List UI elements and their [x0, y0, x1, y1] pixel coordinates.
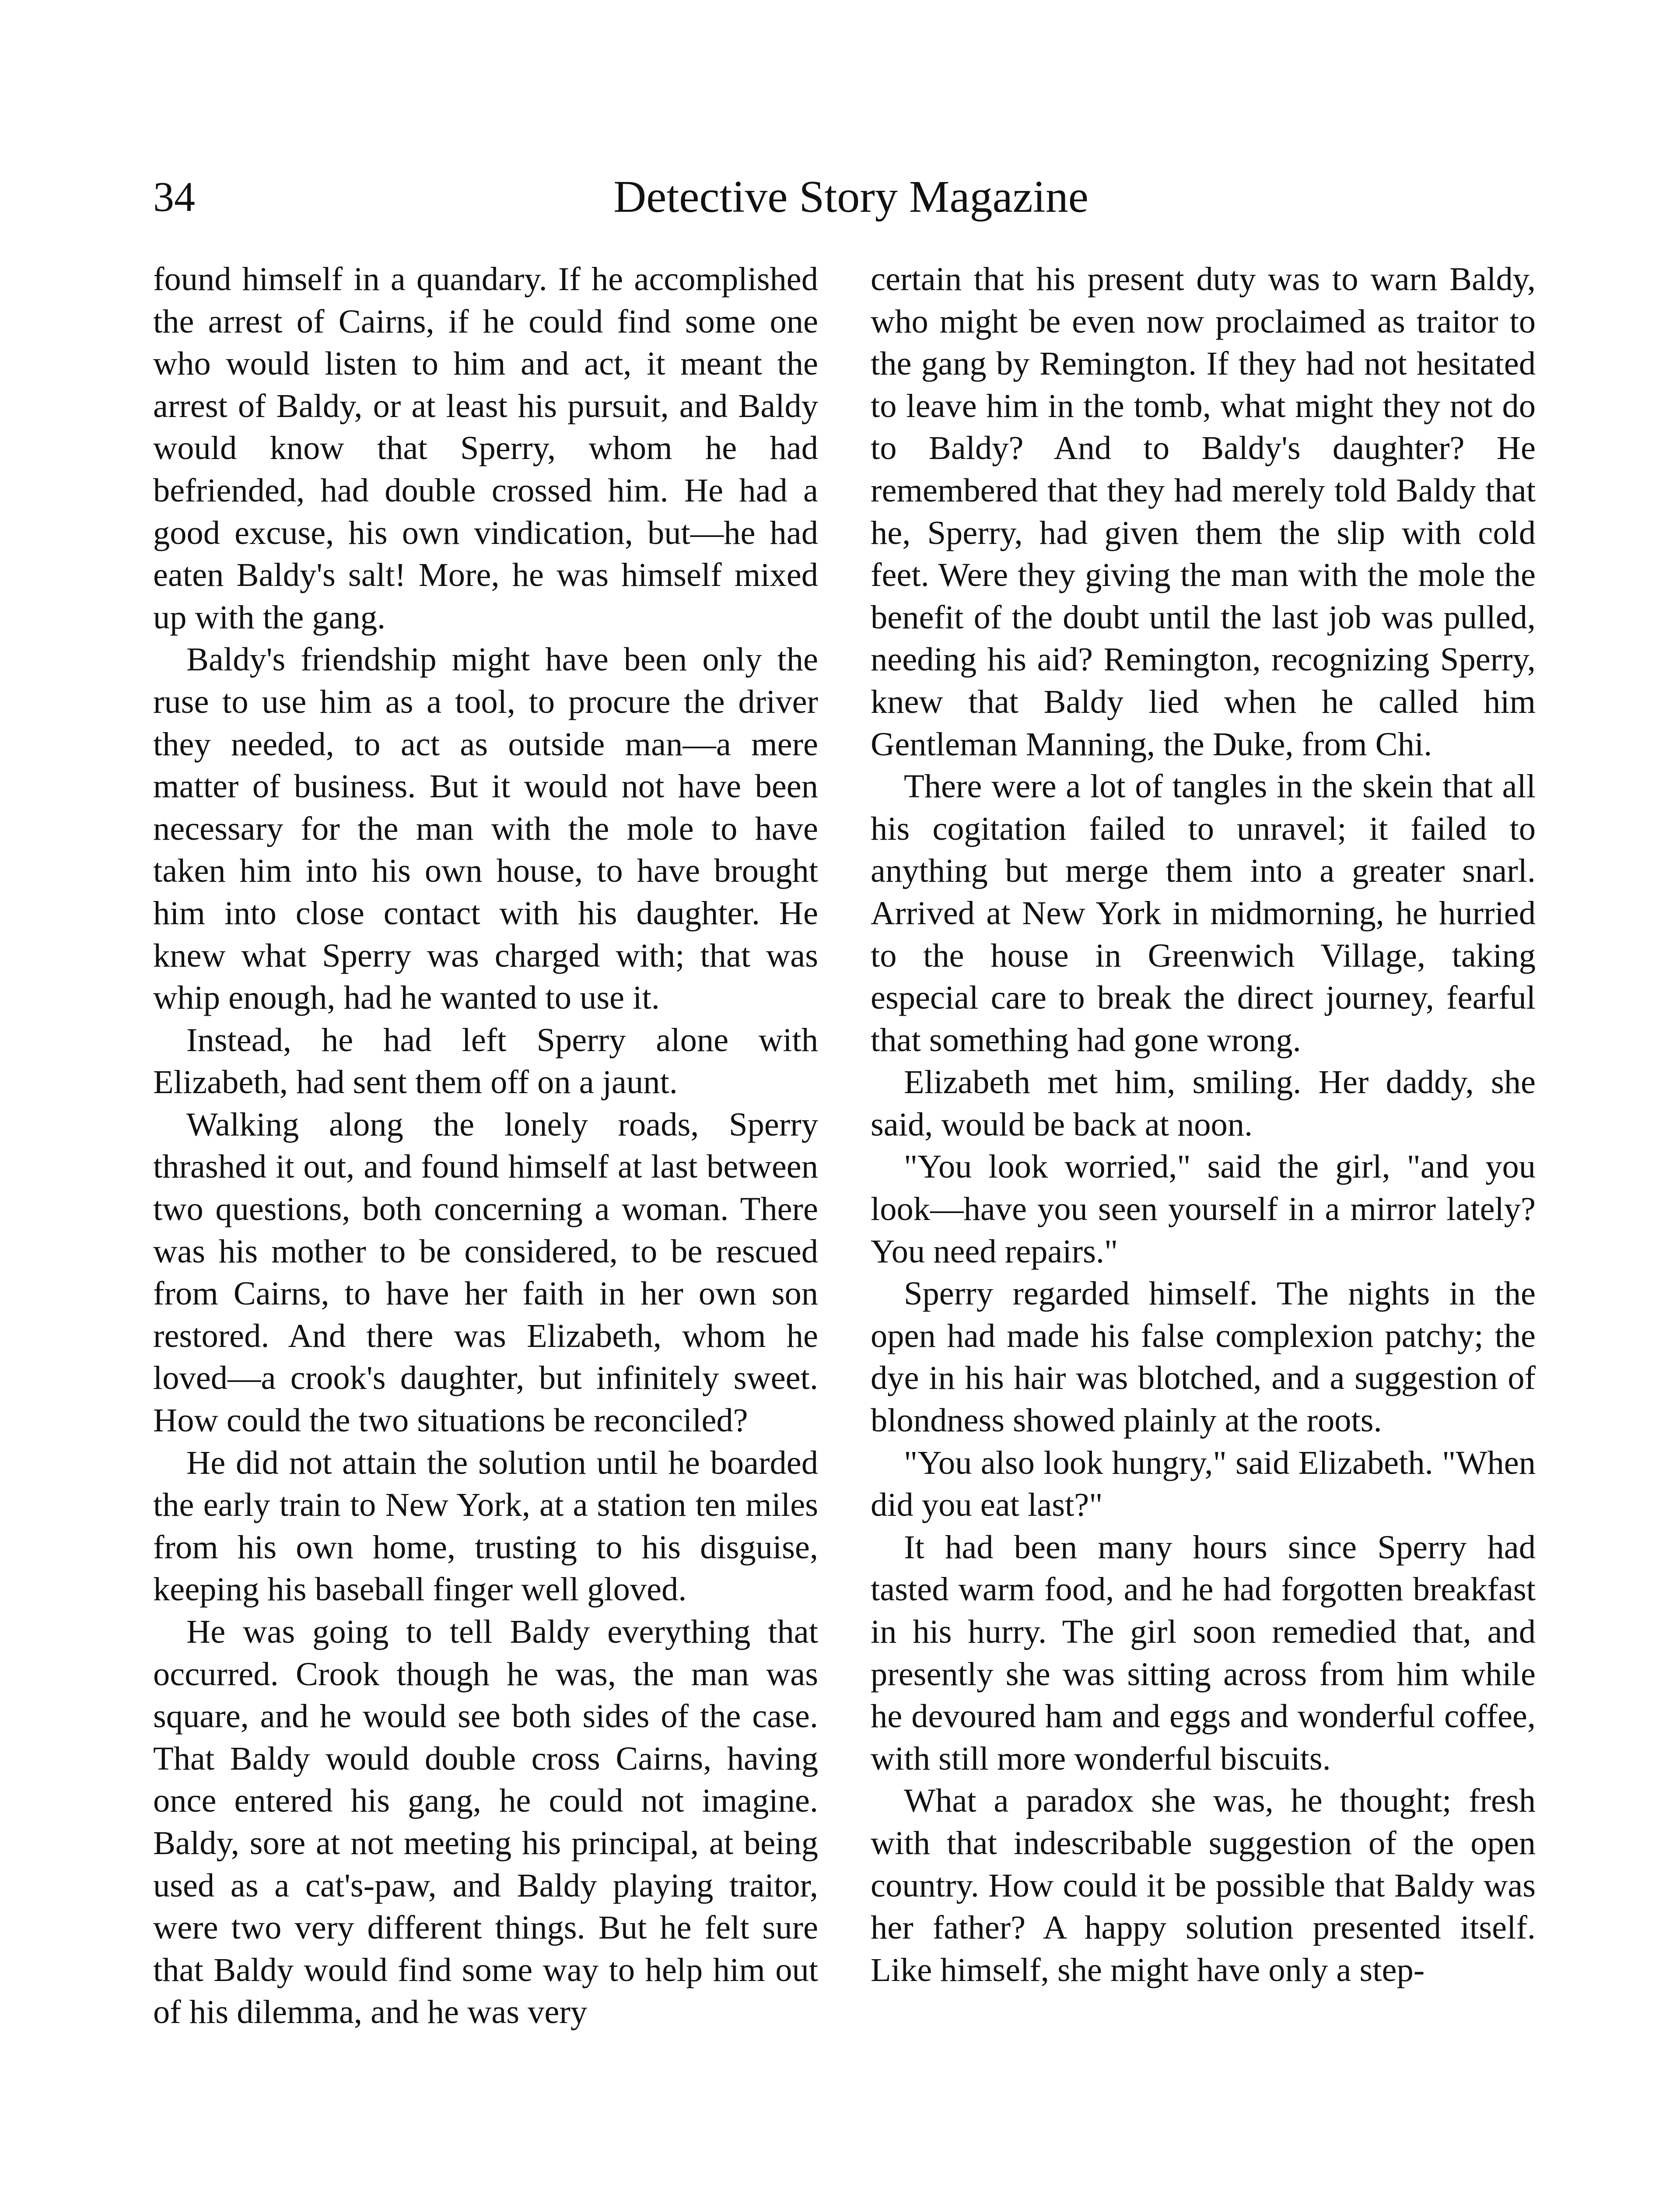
- paragraph: He was going to tell Baldy everything that occurred. Crook though he was, the man was square, and he would see both sides of the case. That Baldy would double cross Cairns, having once entered his gang, he could not imagine. Baldy, sore at not meeting his principal, at being used as a cat's-paw, and Baldy playing traitor, were two very different things. But he felt sure that Baldy would find some way to help him out of his dilemma, and he was very: [153, 1613, 818, 2031]
- paragraph: Instead, he had left Sperry alone with Elizabeth, had sent them off on a jaunt.: [153, 1021, 818, 1101]
- page-header: [153, 166, 1549, 228]
- paragraph: There were a lot of tangles in the skein that all his cogitation failed to unravel; it failed to anything but merge them into a greater snarl. Arrived at New York in midmorning, he hurried to the house in Greenwich Village, taking especial care to break the direct journey, fearful that something had gone wrong.: [871, 768, 1536, 1059]
- paragraph: "You look worried," said the girl, "and you look—have you seen yourself in a mirror lately? You need repairs.": [871, 1148, 1536, 1270]
- paragraph: He did not attain the solution until he boarded the early train to New York, at a station ten miles from his own home, trusting to his disguise, keeping his baseball finger well gloved.: [153, 1444, 818, 1608]
- paragraph: What a paradox she was, he thought; fresh with that indescribable suggestion of the open country. How could it be possible that Baldy was her father? A happy solution presented itself. Like himself, she might have only a step-: [871, 1782, 1536, 1988]
- paragraph: Walking along the lonely roads, Sperry thrashed it out, and found himself at last between two questions, both concerning a woman. There was his mother to be considered, to be rescued from Cairns, to have her faith in her own son restored. And there was Elizabeth, whom he loved—a crook's daughter, but infinitely sweet. How could the two situations be reconciled?: [153, 1105, 818, 1439]
- paragraph: It had been many hours since Sperry had tasted warm food, and he had forgotten breakfast in his hurry. The girl soon remedied that, and presently she was sitting across from him while he devoured ham and eggs and wonderful coffee, with still more wonderful biscuits.: [871, 1528, 1536, 1777]
- paragraph: certain that his present duty was to warn Baldy, who might be even now proclaimed as traitor to the gang by Remington. If they had not hesitated to leave him in the tomb, what might they not do to Baldy? And to Baldy's daughter? He remembered that they had merely told Baldy that he, Sperry, had given them the slip with cold feet. Were they giving the man with the mole the benefit of the doubt until the last job was pulled, needing his aid? Remington, recognizing Sperry, knew that Baldy lied when he called him Gentleman Manning, the Duke, from Chi.: [871, 260, 1536, 763]
- page-number: 34: [153, 173, 195, 220]
- paragraph: Baldy's friendship might have been only the ruse to use him as a tool, to procure the driver they needed, to act as outside man—a mere matter of business. But it would not have been necessary for the man with the mole to have taken him into his own house, to have brought him into close contact with his daughter. He knew what Sperry was charged with; that was whip enough, had he wanted to use it.: [153, 641, 818, 1017]
- paragraph: Elizabeth met him, smiling. Her daddy, she said, would be back at noon.: [871, 1063, 1536, 1143]
- paragraph: found himself in a quandary. If he accomplished the arrest of Cairns, if he could find some one who would listen to him and act, it meant the arrest of Baldy, or at least his pursuit, and Baldy would know that Sperry, whom he had befriended, had double crossed him. He had a good excuse, his own vindication, but—he had eaten Baldy's salt! More, he was himself mixed up with the gang.: [153, 260, 818, 636]
- running-title: Detective Story Magazine: [613, 172, 1088, 222]
- right-column: [871, 258, 1536, 1991]
- left-column: [153, 258, 818, 2034]
- paragraph: "You also look hungry," said Elizabeth. "When did you eat last?": [871, 1444, 1536, 1524]
- paragraph: Sperry regarded himself. The nights in the open had made his false complexion patchy; the dye in his hair was blotched, and a suggestion of blondness showed plainly at the roots.: [871, 1275, 1536, 1439]
